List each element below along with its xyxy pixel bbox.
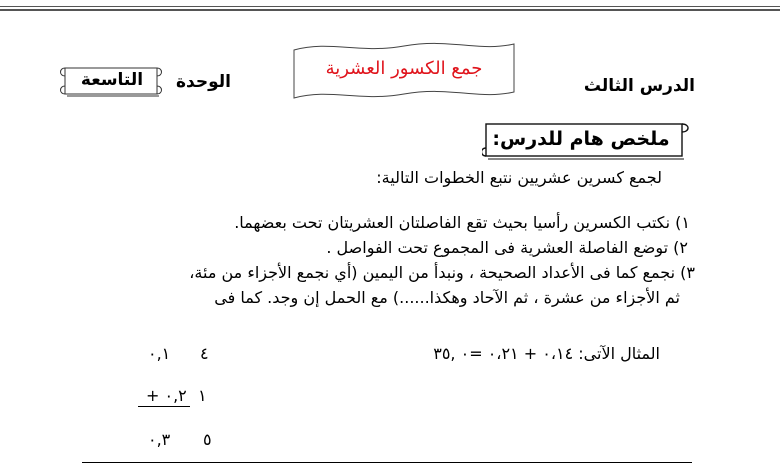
sum-underline [138, 406, 190, 407]
example-result-left: ٠,٣ [148, 430, 171, 449]
summary-heading: ملخص هام للدرس: [492, 128, 670, 150]
step-3-continued: ثم الأجزاء من عشرة ، ثم الآحاد وهكذا......) مع الحمل إن وجد. كما فى [214, 288, 680, 307]
summary-box [482, 118, 692, 162]
example-result-right: ٥ [203, 430, 212, 449]
unit-scroll [55, 62, 167, 100]
title-banner [290, 40, 518, 102]
example-row-2-left: + ٠,٢ [146, 386, 187, 405]
lesson-label: الدرس الثالث [583, 76, 695, 96]
example-row-2-right: ١ [198, 386, 207, 405]
intro-text: لجمع كسرين عشريين نتبع الخطوات التالية: [376, 168, 662, 187]
top-rule-thick [0, 9, 780, 11]
example-row-1-right: ٤ [200, 344, 209, 363]
top-rule [0, 6, 780, 7]
step-2: ٢) توضع الفاصلة العشرية فى المجموع تحت الفواصل . [326, 238, 688, 257]
step-1: ١) نكتب الكسرين رأسيا بحيث تقع الفاصلتان العشريتان تحت بعضهما. [234, 213, 690, 232]
example-row-1-left: ٠,١ [148, 344, 171, 363]
unit-value: التاسعة [80, 70, 144, 90]
example-equation: المثال الآتى: ٠،١٤ + ٠،٢١ =٠ ,٣٥ [433, 344, 660, 363]
bottom-rule [82, 462, 692, 463]
unit-label: الوحدة [176, 72, 231, 92]
page-title: جمع الكسور العشرية [325, 58, 483, 79]
step-3: ٣) نجمع كما فى الأعداد الصحيحة ، ونبدأ من اليمين (أي نجمع الأجزاء من مئة، [189, 263, 695, 282]
